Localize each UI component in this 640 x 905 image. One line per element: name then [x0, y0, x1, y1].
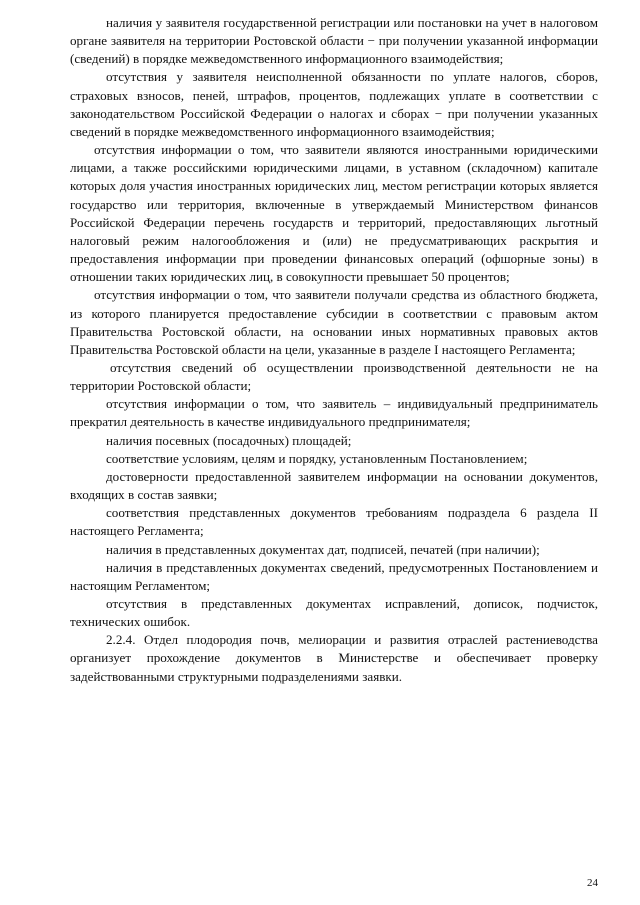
paragraph-information-reliability: достоверности предоставленной заявителем информации на основании документов, входящих в состав заявки; [70, 468, 598, 503]
paragraph-required-information: наличия в представленных документах сведений, предусмотренных Постановлением и настоящим Регламентом; [70, 559, 598, 593]
paragraph-no-prior-budget-funds: отсутствия информации о том, что заявители получали средства из областного бюджета, из которого планируется предоставление субсидии в соответствии с правовым актом Правительства Ростовской области, на основании иных нормативных правовых актов Правительства Ростовской области на цели, указанные в разделе I настоящего Регламента; [70, 287, 598, 357]
page-number: 24 [587, 877, 598, 889]
paragraph-production-in-region: отсутствия сведений об осуществлении производственной деятельности не на территории Ростовской области; [70, 359, 598, 394]
paragraph-dates-signatures-seals: наличия в представленных документах дат, подписей, печатей (при наличии); [106, 541, 540, 557]
paragraph-state-registration: наличия у заявителя государственной регистрации или постановки на учет в налоговом органе заявителя на территории Ростовской области − при получении указанной информации (сведений) в порядке межведомственного информационного взаимодействия; [70, 15, 598, 67]
paragraph-entrepreneur-active: отсутствия информации о том, что заявитель – индивидуальный предприниматель прекратил деятельность в качестве индивидуального предпринимателя; [70, 396, 598, 430]
paragraph-section-2-2-4: 2.2.4. Отдел плодородия почв, мелиорации и развития отраслей растениеводства организует прохождение документов в Министерстве и обеспечивает проверку задействованными структурными подразделениями заявки. [70, 632, 598, 684]
paragraph-compliance-conditions: соответствие условиям, целям и порядку, установленным Постановлением; [106, 450, 528, 466]
paragraph-no-corrections: отсутствия в представленных документах исправлений, дописок, подчисток, технических ошибок. [70, 596, 598, 630]
paragraph-no-offshore-participation: отсутствия информации о том, что заявители являются иностранными юридическими лицами, а также российскими юридическими лицами, в уставном (складочном) капитале которых доля участия иностранных юридических лиц, местом регистрации которых является государство или территория, включенные в утверждаемый Министерством финансов Российской Федерации перечень государств и территорий, предоставляющих льготный налоговый режим налогообложения и (или) не предусматривающих раскрытия и предоставления информации при проведении финансовых операций (офшорные зоны) в отношении таких юридических лиц, в совокупности превышает 50 процентов; [70, 142, 598, 285]
paragraph-sown-areas: наличия посевных (посадочных) площадей; [106, 432, 352, 448]
document-page [70, 14, 598, 686]
paragraph-documents-requirements: соответствия представленных документов требованиям подраздела 6 раздела II настоящего Регламента; [70, 505, 598, 539]
paragraph-no-tax-debt: отсутствия у заявителя неисполненной обязанности по уплате налогов, сборов, страховых взносов, пеней, штрафов, процентов, подлежащих уплате в соответствии с законодательством Российской Федерации о налогах и сборах − при получении указанных сведений в порядке межведомственного информационного взаимодействия; [70, 69, 598, 139]
